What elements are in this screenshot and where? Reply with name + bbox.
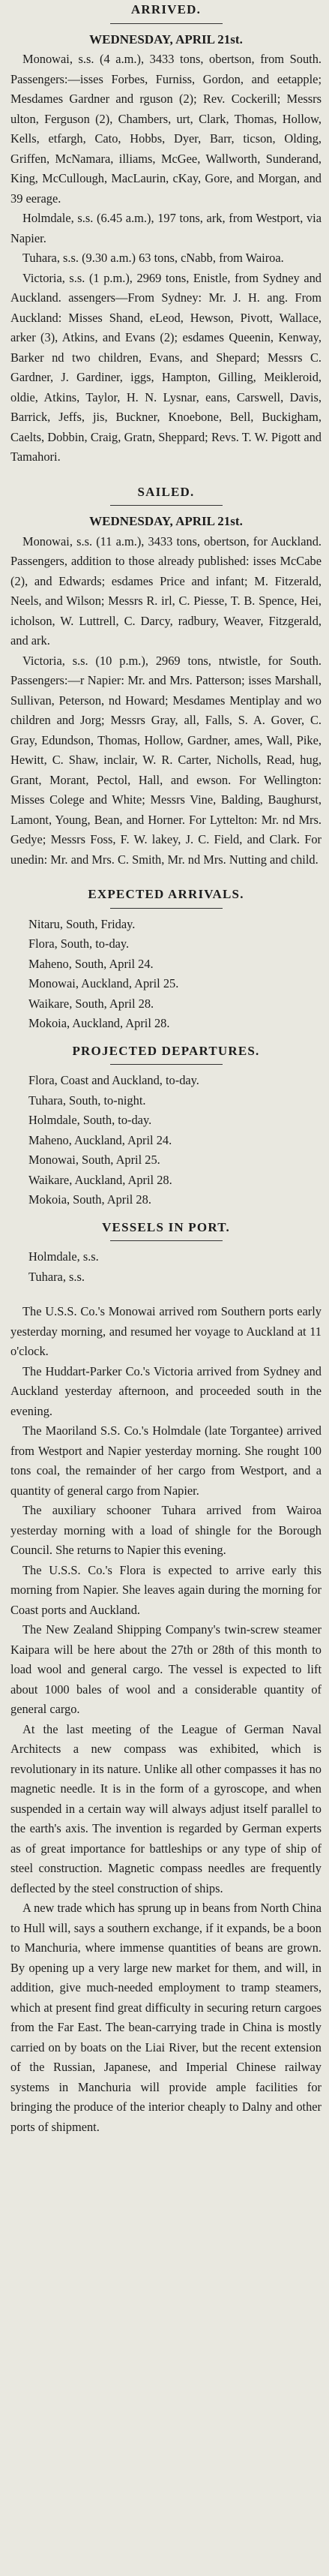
news-paragraph: The auxiliary schooner Tuhara arrived from Wairoa yesterday morning with a load of shingle for the Borough Council. She returns to Napier this evening. <box>10 1503 322 1557</box>
in-port-item: Tuhara, s.s. <box>28 1269 85 1284</box>
arrived-entry: Monowai, s.s. (4 a.m.), 3433 tons, obertson, from South. Passengers:—isses Forbes, Furniss, Gordon, and eetapple; Mesdames Gardner and rguson (2); Rev. Cockerill; Messrs ulton, Ferguson (2), Chambers, urt, Clark, Thomas, Hollow, Kells, etfargh, Cato, Hobbs, Dyer, Barr, ticson, Olding, Griffen, McNamara, illiams, McGee, Wallworth, Sunderand, King, McCullough, MacLaurin, cKay, Gore, and Morgan, and 39 eerage. <box>10 52 322 206</box>
expected-heading: EXPECTED ARRIVALS. <box>88 887 244 901</box>
projected-item: Holmdale, South, to-day. <box>28 1113 152 1127</box>
news-paragraph: The Huddart-Parker Co.'s Victoria arrived from Sydney and Auckland yesterday afternoon, and proceeded south in the evening. <box>10 1363 322 1418</box>
expected-item: Nitaru, South, Friday. <box>28 916 136 931</box>
heading-rule <box>110 1064 223 1065</box>
arrived-date: WEDNESDAY, APRIL 21st. <box>89 32 243 47</box>
heading-rule <box>110 1240 223 1241</box>
news-paragraph: The U.S.S. Co.'s Monowai arrived rom Southern ports early yesterday morning, and resumed her voyage to Auckland at 11 o'clock. <box>10 1304 322 1358</box>
projected-item: Monowai, South, April 25. <box>28 1153 160 1167</box>
in-port-heading: VESSELS IN PORT. <box>102 1219 230 1234</box>
arrived-entry: Victoria, s.s. (1 p.m.), 2969 tons, Enistle, from Sydney and Auckland. assengers—From Sydney: Mr. J. H. ang. From Auckland: Misses Shand, eLeod, Hewson, Pivott, Wallace, arker (3), Atkins, and Evans (2); esdames Queenin, Kenway, Barker nd two children, Evans, and Shepard; Messrs C. Gardner, J. Gardiner, iggs, Hampton, Gilling, Meikleroid, oldie, Atkins, Taylor, H. N. Lysnar, eans, Carswell, Davis, Barrick, Jeffs, jis, Buckner, Knoebone, Bell, Buckigham, Caelts, Dobbin, Craig, Gratn, Sheppard; Revs. T. W. Pigott and Tamahori. <box>10 270 322 464</box>
heading-rule <box>110 908 223 909</box>
news-paragraph: The Maoriland S.S. Co.'s Holmdale (late Torgantee) arrived from Westport and Napier yesterday morning. She rought 100 tons coal, the remainder of her cargo from Westport, and a quantity of general cargo from Napier. <box>10 1423 322 1498</box>
arrived-entry: Tuhara, s.s. (9.30 a.m.) 63 tons, cNabb, from Wairoa. <box>22 251 284 265</box>
sailed-entry: Victoria, s.s. (10 p.m.), 2969 tons, ntwistle, for South. Passengers:—r Napier: Mr. and Mrs. Patterson; isses Marshall, Sullivan, Peterson, nd Howard; Mesdames Mentiplay and wo children and Jorg; Messrs Gray, all, Falls, S. A. Gover, C. Gray, Edundson, Thomas, Hollow, Gardner, ames, Wall, Pike, Hewitt, C. Shaw, inclair, W. R. Carter, Nicholls, Read, hug, Grant, Morant, Pectol, Hall, and ewson. For Wellington: Misses Colege and White; Messrs Vine, Balding, Baughurst, Lamont, Young, Bean, and Horner. For Lyttelton: Mr. nd Mrs. Gedye; Messrs Foss, F. W. lakey, J. C. Field, and Clark. For unedin: Mr. and Mrs. C. Smith, Mr. nd Mrs. Nutting and child. <box>10 653 322 867</box>
heading-rule <box>110 23 223 24</box>
sailed-heading: SAILED. <box>137 484 195 499</box>
column-text <box>10 0 322 2137</box>
sailed-entry: Monowai, s.s. (11 a.m.), 3433 tons, obertson, for Auckland. Passengers, addition to those already published: isses McCabe (2), and Edwards; esdames Price and infant; M. Fitzerald, Neels, and Wilson; Messrs R. irl, C. Piesse, T. B. Spence, Hei, icholson, W. Luttrell, C. Darcy, radbury, Weaver, Fitzgerald, and ark. <box>10 534 322 648</box>
news-paragraph: The New Zealand Shipping Company's twin-screw steamer Kaipara will be here about the 27th or 28th of this month to load wool and general cargo. The vessel is expected to lift about 1000 bales of wool and a considerable quantity of general cargo. <box>10 1622 322 1716</box>
projected-item: Mokoia, South, April 28. <box>28 1192 151 1207</box>
arrived-heading: ARRIVED. <box>130 2 202 17</box>
expected-item: Waikare, South, April 28. <box>28 996 154 1011</box>
news-paragraph: A new trade which has sprung up in beans from North China to Hull will, says a southern exchange, if it expands, be a boon to Manchuria, where immense quantities of beans are grown. By opening up a very large new market for them, and will, in addition, give much-needed employment to tramp steamers, which at present find great difficulty in securing return cargoes from the Far East. The bean-carrying trade in China is mostly carried on by boats on the Liai River, but the recent extension of the Russian, Japanese, and Imperial Chinese railway systems in Manchuria will provide ample facilities for bringing the produce of the interior cheaply to Dalny and other ports of shipment. <box>10 1901 322 2134</box>
expected-item: Flora, South, to-day. <box>28 936 130 951</box>
news-paragraph: At the last meeting of the League of German Naval Architects a new compass was exhibited, which is revolutionary in its nature. Unlike all other compasses it has no magnetic needle. It is in the form of a gyroscope, and when suspended in a certain way will always adjust itself parallel to the earth's axis. The invention is regarded by German experts as of great importance for battleships or any type of ship of steel construction. Magnetic compass needles are frequently deflected by the steel construction of ships. <box>10 1721 322 1895</box>
heading-rule <box>110 505 223 506</box>
news-paragraph: The U.S.S. Co.'s Flora is expected to arrive early this morning from Napier. She leaves again during the morning for Coast ports and Auckland. <box>10 1562 322 1617</box>
expected-item: Mokoia, Auckland, April 28. <box>28 1016 170 1030</box>
projected-item: Flora, Coast and Auckland, to-day. <box>28 1073 199 1087</box>
sailed-date: WEDNESDAY, APRIL 21st. <box>89 514 243 528</box>
in-port-item: Holmdale, s.s. <box>28 1249 99 1264</box>
projected-item: Tuhara, South, to-night. <box>28 1093 146 1108</box>
expected-item: Maheno, South, April 24. <box>28 956 154 971</box>
projected-heading: PROJECTED DEPARTURES. <box>72 1043 260 1058</box>
expected-item: Monowai, Auckland, April 25. <box>28 976 179 990</box>
projected-item: Maheno, Auckland, April 24. <box>28 1132 172 1147</box>
projected-item: Waikare, Auckland, April 28. <box>28 1172 172 1187</box>
arrived-entry: Holmdale, s.s. (6.45 a.m.), 197 tons, ark, from Westport, via Napier. <box>10 211 322 245</box>
